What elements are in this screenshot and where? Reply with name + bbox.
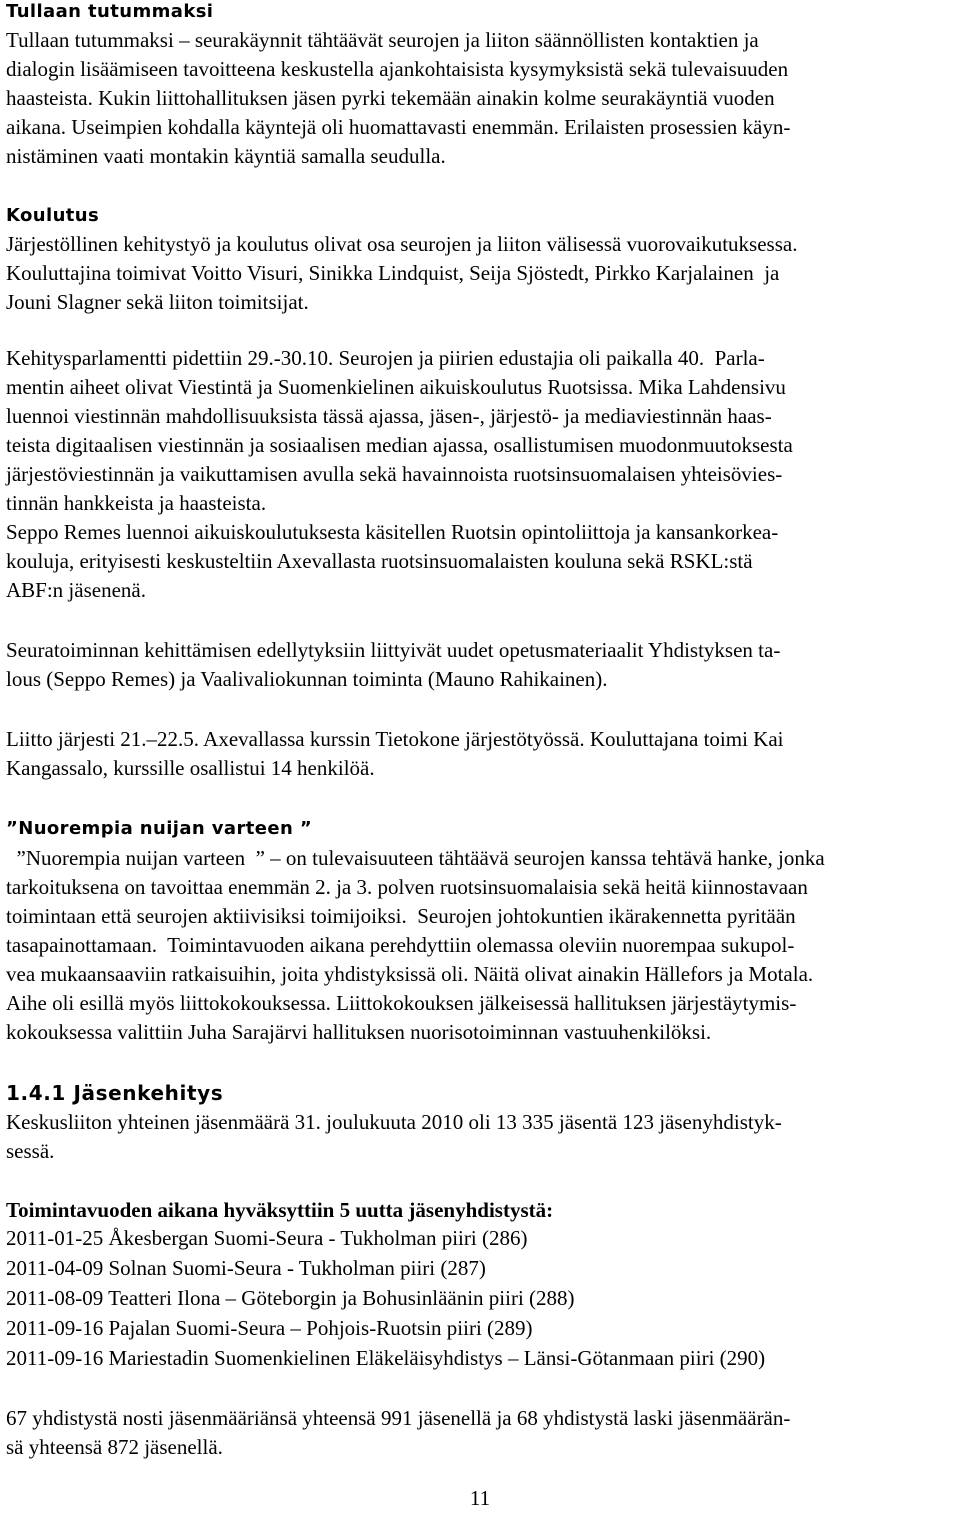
paragraph-line: Liitto järjesti 21.–22.5. Axevallassa kurssin Tietokone järjestötyössä. Kouluttajana toimi Kai bbox=[6, 727, 784, 751]
paragraph-line: Keskusliiton yhteinen jäsenmäärä 31. joulukuuta 2010 oli 13 335 jäsentä 123 jäsenyhdistyk- bbox=[6, 1110, 782, 1134]
paragraph-line: dialogin lisäämiseen tavoitteena keskustella ajankohtaisista kysymyksistä sekä tulevaisuuden bbox=[6, 57, 789, 81]
new-member-item: 2011-09-16 Pajalan Suomi-Seura – Pohjois-Ruotsin piiri (289) bbox=[6, 1316, 533, 1340]
paragraph-line: Seppo Remes luennoi aikuiskoulutuksesta käsitellen Ruotsin opintoliittoja ja kansankorkea- bbox=[6, 520, 779, 544]
paragraph-line: Tullaan tutummaksi – seurakäynnit tähtäävät seurojen ja liiton säännöllisten kontaktien ja bbox=[6, 28, 759, 52]
paragraph-line: 67 yhdistystä nosti jäsenmääriänsä yhteensä 991 jäsenellä ja 68 yhdistystä laski jäsenmäärän- bbox=[6, 1406, 791, 1430]
paragraph-line: Kehitysparlamentti pidettiin 29.-30.10. Seurojen ja piirien edustajia oli paikalla 40. Parla- bbox=[6, 346, 765, 370]
paragraph-line: ”Nuorempia nuijan varteen ” – on tulevaisuuteen tähtäävä seurojen kanssa tehtävä hanke, jonka bbox=[6, 846, 825, 870]
paragraph-line: tinnän hankkeista ja haasteista. bbox=[6, 491, 267, 515]
paragraph-line: nistäminen vaati montakin käyntiä samalla seudulla. bbox=[6, 144, 446, 168]
paragraph-line: teista digitaalisen viestinnän ja sosiaalisen median ajassa, osallistumisen muodonmuutoksesta bbox=[6, 433, 793, 457]
heading-jasenkehitys: 1.4.1 Jäsenkehitys bbox=[6, 1081, 224, 1105]
paragraph-line: mentin aiheet olivat Viestintä ja Suomenkielinen aikuiskoulutus Ruotsissa. Mika Lahdensivu bbox=[6, 375, 786, 399]
new-member-item: 2011-01-25 Åkesbergan Suomi-Seura - Tukholman piiri (286) bbox=[6, 1226, 528, 1250]
paragraph-line: kokouksessa valittiin Juha Sarajärvi hallituksen nuorisotoiminnan vastuuhenkilöksi. bbox=[6, 1020, 712, 1044]
heading-koulutus: Koulutus bbox=[6, 205, 100, 226]
paragraph-line: toimintaan että seurojen aktiivisiksi toimijoiksi. Seurojen johtokuntien ikärakennetta pyritään bbox=[6, 904, 796, 928]
paragraph-line: sessä. bbox=[6, 1139, 55, 1163]
new-member-item: 2011-09-16 Mariestadin Suomenkielinen Eläkeläisyhdistys – Länsi-Götanmaan piiri (290) bbox=[6, 1346, 766, 1370]
paragraph-line: Jouni Slagner sekä liiton toimitsijat. bbox=[6, 290, 309, 314]
paragraph-line: Kangassalo, kurssille osallistui 14 henkilöä. bbox=[6, 756, 375, 780]
paragraph-line: vea mukaansaaviin ratkaisuihin, joita yhdistyksissä oli. Näitä olivat ainakin Hällefors ja Motala. bbox=[6, 962, 814, 986]
heading-tutummaksi: Tullaan tutummaksi bbox=[6, 1, 214, 22]
new-member-item: 2011-04-09 Solnan Suomi-Seura - Tukholman piiri (287) bbox=[6, 1256, 486, 1280]
paragraph-line: kouluja, erityisesti keskusteltiin Axevallasta ruotsinsuomalaisten kouluna sekä RSKL:stä bbox=[6, 549, 753, 573]
paragraph-line: järjestöviestinnän ja vaikuttamisen avulla sekä havainnoista ruotsinsuomalaisen yhteisövies- bbox=[6, 462, 783, 486]
heading-nuorempia: ”Nuorempia nuijan varteen ” bbox=[6, 818, 313, 839]
paragraph-line: lous (Seppo Remes) ja Vaalivaliokunnan toiminta (Mauno Rahikainen). bbox=[6, 667, 608, 691]
paragraph-line: Kouluttajina toimivat Voitto Visuri, Sinikka Lindquist, Seija Sjöstedt, Pirkko Karjalainen ja bbox=[6, 261, 780, 285]
paragraph-line: tasapainottamaan. Toimintavuoden aikana perehdyttiin olemassa oleviin nuorempaa sukupol- bbox=[6, 933, 795, 957]
paragraph-line: tarkoituksena on tavoittaa enemmän 2. ja 3. polven ruotsinsuomalaisia sekä heitä kiinnostavaan bbox=[6, 875, 808, 899]
paragraph-line: ABF:n jäsenenä. bbox=[6, 578, 146, 602]
paragraph-line: sä yhteensä 872 jäsenellä. bbox=[6, 1435, 223, 1459]
new-members-heading: Toimintavuoden aikana hyväksyttiin 5 uutta jäsenyhdistystä: bbox=[6, 1198, 554, 1222]
paragraph-line: haasteista. Kukin liittohallituksen jäsen pyrki tekemään ainakin kolme seurakäyntiä vuoden bbox=[6, 86, 775, 110]
paragraph-line: Järjestöllinen kehitystyö ja koulutus olivat osa seurojen ja liiton välisessä vuorovaikutuksessa. bbox=[6, 232, 798, 256]
page-number: 11 bbox=[469, 1486, 491, 1510]
paragraph-line: aikana. Useimpien kohdalla käyntejä oli huomattavasti enemmän. Erilaisten prosessien käyn- bbox=[6, 115, 791, 139]
new-member-item: 2011-08-09 Teatteri Ilona – Göteborgin ja Bohusinläänin piiri (288) bbox=[6, 1286, 575, 1310]
paragraph-line: Aihe oli esillä myös liittokokouksessa. Liittokokouksen jälkeisessä hallituksen järjestäytymis- bbox=[6, 991, 797, 1015]
paragraph-line: Seuratoiminnan kehittämisen edellytyksiin liittyivät uudet opetusmateriaalit Yhdistyksen ta- bbox=[6, 638, 781, 662]
paragraph-line: luennoi viestinnän mahdollisuuksista tässä ajassa, jäsen-, järjestö- ja mediaviestinnän haas- bbox=[6, 404, 772, 428]
